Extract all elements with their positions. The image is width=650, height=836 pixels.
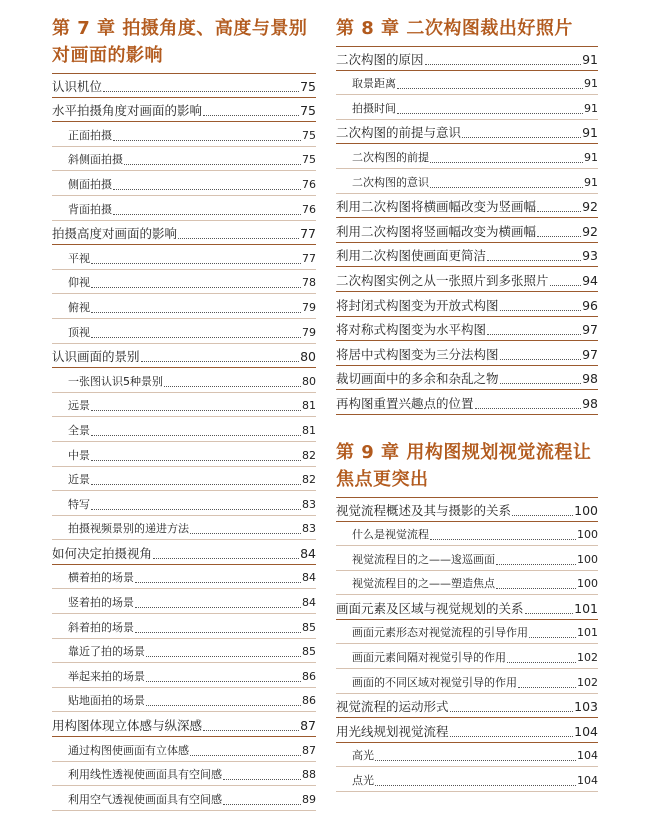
toc-entry-page: 79 xyxy=(302,300,316,314)
toc-section-entry[interactable] xyxy=(336,390,598,415)
toc-leader-dots xyxy=(91,263,301,264)
toc-entry-label: 视觉流程目的之——逡巡画面 xyxy=(352,552,495,566)
toc-entry-label: 什么是视觉流程 xyxy=(352,528,429,542)
toc-subsection-entry[interactable] xyxy=(52,368,316,393)
toc-entry-label: 近景 xyxy=(68,473,90,487)
toc-entry-label: 一张图认识5种景别 xyxy=(68,374,163,388)
toc-entry-page: 80 xyxy=(300,349,316,365)
toc-section-entry[interactable] xyxy=(336,317,598,342)
toc-leader-dots xyxy=(91,287,301,288)
toc-entry-label: 通过构图使画面有立体感 xyxy=(68,743,189,757)
toc-leader-dots xyxy=(525,613,574,614)
chapter-8-title-line1: 第 8 章 二次构图裁出好照片 xyxy=(336,18,573,39)
toc-subsection-entry[interactable] xyxy=(336,571,598,596)
toc-subsection-entry[interactable] xyxy=(52,245,316,270)
toc-entry-page: 92 xyxy=(582,199,598,215)
toc-leader-dots xyxy=(425,64,582,65)
toc-entry-page: 97 xyxy=(582,322,598,338)
toc-entry-page: 76 xyxy=(302,177,316,191)
toc-entry-page: 100 xyxy=(577,528,598,542)
toc-entry-page: 91 xyxy=(584,150,598,164)
toc-entry-label: 中景 xyxy=(68,448,90,462)
toc-leader-dots xyxy=(190,533,301,534)
toc-entry-label: 取景距离 xyxy=(352,77,396,91)
toc-entry-page: 81 xyxy=(302,423,316,437)
toc-leader-dots xyxy=(135,632,301,633)
toc-section-entry[interactable] xyxy=(52,344,316,369)
toc-entry-page: 102 xyxy=(577,651,598,665)
toc-entry-label: 利用线性透视使画面具有空间感 xyxy=(68,768,222,782)
toc-entry-page: 85 xyxy=(302,645,316,659)
toc-entry-label: 画面的不同区域对视觉引导的作用 xyxy=(352,675,517,689)
toc-section-entry[interactable] xyxy=(52,221,316,246)
toc-leader-dots xyxy=(375,785,576,786)
toc-entry-page: 91 xyxy=(582,125,598,141)
left-column xyxy=(52,0,316,811)
toc-entry-page: 87 xyxy=(302,743,316,757)
toc-leader-dots xyxy=(164,386,301,387)
toc-entry-page: 84 xyxy=(302,596,316,610)
toc-section-entry[interactable] xyxy=(336,292,598,317)
toc-entry-label: 高光 xyxy=(352,749,374,763)
toc-entry-page: 91 xyxy=(582,51,598,67)
toc-entry-label: 二次构图的意识 xyxy=(352,175,429,189)
toc-subsection-entry[interactable] xyxy=(52,663,316,688)
toc-leader-dots xyxy=(146,705,301,706)
toc-entry-page: 83 xyxy=(302,497,316,511)
toc-entry-page: 104 xyxy=(574,723,598,739)
toc-entry-page: 92 xyxy=(582,223,598,239)
toc-leader-dots xyxy=(450,711,574,712)
toc-leader-dots xyxy=(223,804,301,805)
toc-subsection-entry[interactable] xyxy=(336,644,598,669)
chapter-8-title xyxy=(336,15,598,46)
toc-subsection-entry[interactable] xyxy=(52,786,316,811)
toc-leader-dots xyxy=(375,760,576,761)
toc-section-entry[interactable] xyxy=(52,540,316,565)
toc-subsection-entry[interactable] xyxy=(52,639,316,664)
toc-section-entry[interactable] xyxy=(52,98,316,123)
toc-section-entry[interactable] xyxy=(336,120,598,145)
toc-section-entry[interactable] xyxy=(336,366,598,391)
toc-subsection-entry[interactable] xyxy=(52,467,316,492)
toc-section-entry[interactable] xyxy=(336,341,598,366)
toc-subsection-entry[interactable] xyxy=(52,147,316,172)
toc-entry-page: 87 xyxy=(300,718,316,734)
toc-entry-label: 拍摄高度对画面的影响 xyxy=(52,226,178,242)
toc-leader-dots xyxy=(537,211,581,212)
toc-leader-dots xyxy=(91,337,301,338)
toc-section-entry[interactable] xyxy=(336,595,598,620)
toc-subsection-entry[interactable] xyxy=(336,669,598,694)
toc-entry-label: 认识机位 xyxy=(52,78,103,94)
toc-leader-dots xyxy=(512,515,573,516)
toc-entry-label: 裁切画面中的多余和杂乱之物 xyxy=(336,371,499,387)
toc-entry-label: 视觉流程概述及其与摄影的关系 xyxy=(336,502,512,518)
toc-entry-page: 79 xyxy=(302,325,316,339)
toc-entry-label: 视觉流程的运动形式 xyxy=(336,699,449,715)
chapter-7-toc xyxy=(52,73,316,811)
toc-entry-page: 98 xyxy=(582,395,598,411)
toc-leader-dots xyxy=(529,637,576,638)
toc-entry-page: 75 xyxy=(302,153,316,167)
toc-entry-label: 画面元素形态对视觉流程的引导作用 xyxy=(352,626,528,640)
toc-entry-page: 102 xyxy=(577,675,598,689)
toc-entry-label: 平视 xyxy=(68,251,90,265)
toc-subsection-entry[interactable] xyxy=(52,319,316,344)
toc-entry-label: 横着拍的场景 xyxy=(68,571,134,585)
toc-entry-label: 斜着拍的场景 xyxy=(68,620,134,634)
toc-entry-page: 77 xyxy=(300,226,316,242)
toc-section-entry[interactable] xyxy=(336,497,598,522)
toc-entry-page: 86 xyxy=(302,694,316,708)
toc-entry-page: 85 xyxy=(302,620,316,634)
toc-leader-dots xyxy=(113,140,301,141)
toc-leader-dots xyxy=(141,361,300,362)
toc-leader-dots xyxy=(537,236,581,237)
toc-subsection-entry[interactable] xyxy=(52,122,316,147)
chapter-9-title-line1: 第 9 章 用构图规划视觉流程让 xyxy=(336,441,592,463)
toc-leader-dots xyxy=(91,435,301,436)
toc-entry-page: 80 xyxy=(302,374,316,388)
toc-entry-page: 86 xyxy=(302,669,316,683)
toc-leader-dots xyxy=(178,238,299,239)
toc-leader-dots xyxy=(430,539,576,540)
toc-leader-dots xyxy=(91,460,301,461)
toc-entry-page: 89 xyxy=(302,792,316,806)
toc-subsection-entry[interactable] xyxy=(336,169,598,194)
toc-leader-dots xyxy=(500,310,582,311)
chapter-8-toc xyxy=(336,46,598,415)
toc-entry-label: 斜侧面拍摄 xyxy=(68,153,123,167)
toc-section-entry[interactable] xyxy=(336,694,598,719)
toc-entry-label: 认识画面的景别 xyxy=(52,349,140,365)
toc-entry-label: 特写 xyxy=(68,497,90,511)
toc-subsection-entry[interactable] xyxy=(52,294,316,319)
toc-entry-page: 100 xyxy=(577,552,598,566)
toc-entry-label: 背面拍摄 xyxy=(68,202,112,216)
toc-leader-dots xyxy=(203,730,299,731)
toc-entry-label: 侧面拍摄 xyxy=(68,177,112,191)
toc-leader-dots xyxy=(91,509,301,510)
toc-subsection-entry[interactable] xyxy=(336,71,598,96)
toc-section-entry[interactable] xyxy=(336,194,598,219)
toc-leader-dots xyxy=(550,285,582,286)
toc-entry-label: 画面元素间隔对视觉引导的作用 xyxy=(352,651,506,665)
toc-leader-dots xyxy=(500,383,582,384)
toc-leader-dots xyxy=(397,88,583,89)
toc-leader-dots xyxy=(135,582,301,583)
toc-subsection-entry[interactable] xyxy=(336,522,598,547)
chapter-7-title-line1: 第 7 章 拍摄角度、高度与景别 xyxy=(52,18,308,39)
toc-leader-dots xyxy=(135,607,301,608)
toc-entry-label: 全景 xyxy=(68,423,90,437)
toc-entry-label: 靠近了拍的场景 xyxy=(68,645,145,659)
chapter-7-title xyxy=(52,15,316,73)
toc-entry-page: 83 xyxy=(302,522,316,536)
toc-entry-page: 101 xyxy=(574,600,598,616)
toc-entry-page: 84 xyxy=(302,571,316,585)
toc-subsection-entry[interactable] xyxy=(52,417,316,442)
toc-entry-page: 88 xyxy=(302,768,316,782)
toc-section-entry[interactable] xyxy=(52,712,316,737)
toc-entry-page: 82 xyxy=(302,448,316,462)
toc-entry-page: 91 xyxy=(584,175,598,189)
toc-leader-dots xyxy=(430,187,583,188)
toc-entry-page: 103 xyxy=(574,699,598,715)
toc-leader-dots xyxy=(223,779,301,780)
toc-entry-page: 97 xyxy=(582,346,598,362)
toc-entry-page: 78 xyxy=(302,276,316,290)
toc-entry-page: 101 xyxy=(577,626,598,640)
toc-subsection-entry[interactable] xyxy=(52,762,316,787)
toc-entry-label: 二次构图的前提与意识 xyxy=(336,125,462,141)
toc-leader-dots xyxy=(91,410,301,411)
toc-entry-label: 举起来拍的场景 xyxy=(68,669,145,683)
toc-leader-dots xyxy=(450,736,574,737)
toc-entry-label: 将封闭式构图变为开放式构图 xyxy=(336,297,499,313)
toc-entry-label: 贴地面拍的场景 xyxy=(68,694,145,708)
toc-subsection-entry[interactable] xyxy=(52,491,316,516)
toc-entry-label: 再构图重置兴趣点的位置 xyxy=(336,395,474,411)
toc-entry-label: 画面元素及区域与视觉规划的关系 xyxy=(336,600,524,616)
toc-leader-dots xyxy=(113,214,301,215)
toc-leader-dots xyxy=(113,189,301,190)
toc-subsection-entry[interactable] xyxy=(336,95,598,120)
toc-subsection-entry[interactable] xyxy=(52,688,316,713)
toc-entry-label: 将居中式构图变为三分法构图 xyxy=(336,346,499,362)
toc-entry-page: 81 xyxy=(302,399,316,413)
toc-entry-label: 拍摄视频景别的递进方法 xyxy=(68,522,189,536)
toc-leader-dots xyxy=(475,408,582,409)
toc-entry-page: 100 xyxy=(574,502,598,518)
toc-entry-label: 将对称式构图变为水平构图 xyxy=(336,322,487,338)
toc-entry-page: 100 xyxy=(577,577,598,591)
toc-entry-label: 二次构图实例之从一张照片到多张照片 xyxy=(336,272,549,288)
toc-subsection-entry[interactable] xyxy=(52,516,316,541)
toc-entry-label: 拍摄时间 xyxy=(352,101,396,115)
toc-subsection-entry[interactable] xyxy=(52,171,316,196)
toc-entry-label: 竖着拍的场景 xyxy=(68,596,134,610)
chapter-9-title xyxy=(336,439,598,497)
toc-entry-label: 利用二次构图将竖画幅改变为横画幅 xyxy=(336,223,537,239)
toc-subsection-entry[interactable] xyxy=(52,737,316,762)
toc-entry-page: 91 xyxy=(584,101,598,115)
toc-leader-dots xyxy=(500,359,582,360)
toc-section-entry[interactable] xyxy=(336,243,598,268)
toc-leader-dots xyxy=(203,115,299,116)
toc-leader-dots xyxy=(397,113,583,114)
toc-leader-dots xyxy=(462,137,581,138)
toc-leader-dots xyxy=(91,312,301,313)
toc-entry-label: 俯视 xyxy=(68,300,90,314)
toc-entry-label: 利用二次构图将横画幅改变为竖画幅 xyxy=(336,199,537,215)
toc-entry-page: 75 xyxy=(300,103,316,119)
toc-entry-page: 104 xyxy=(577,749,598,763)
toc-entry-page: 91 xyxy=(584,77,598,91)
toc-subsection-entry[interactable] xyxy=(52,270,316,295)
toc-entry-page: 76 xyxy=(302,202,316,216)
toc-entry-label: 利用空气透视使画面具有空间感 xyxy=(68,792,222,806)
chapter-9-title-line2: 焦点更突出 xyxy=(336,468,429,490)
toc-entry-page: 75 xyxy=(302,128,316,142)
toc-entry-label: 正面拍摄 xyxy=(68,128,112,142)
toc-entry-page: 77 xyxy=(302,251,316,265)
toc-leader-dots xyxy=(190,755,301,756)
toc-leader-dots xyxy=(103,91,299,92)
toc-entry-page: 104 xyxy=(577,774,598,788)
toc-leader-dots xyxy=(153,558,299,559)
toc-subsection-entry[interactable] xyxy=(336,767,598,792)
toc-entry-label: 仰视 xyxy=(68,276,90,290)
toc-leader-dots xyxy=(430,162,583,163)
toc-leader-dots xyxy=(146,681,301,682)
toc-subsection-entry[interactable] xyxy=(336,144,598,169)
toc-subsection-entry[interactable] xyxy=(52,614,316,639)
toc-section-entry[interactable] xyxy=(336,718,598,743)
chapter-9-toc xyxy=(336,497,598,792)
toc-entry-page: 94 xyxy=(582,272,598,288)
toc-entry-page: 93 xyxy=(582,248,598,264)
toc-leader-dots xyxy=(487,334,581,335)
toc-subsection-entry[interactable] xyxy=(52,565,316,590)
toc-entry-label: 利用二次构图使画面更简洁 xyxy=(336,248,487,264)
toc-subsection-entry[interactable] xyxy=(52,442,316,467)
toc-entry-label: 点光 xyxy=(352,774,374,788)
toc-leader-dots xyxy=(518,687,576,688)
toc-subsection-entry[interactable] xyxy=(336,743,598,768)
toc-leader-dots xyxy=(496,564,576,565)
toc-section-entry[interactable] xyxy=(336,46,598,71)
toc-leader-dots xyxy=(507,662,576,663)
toc-entry-page: 75 xyxy=(300,78,316,94)
toc-entry-label: 二次构图的前提 xyxy=(352,150,429,164)
toc-subsection-entry[interactable] xyxy=(52,196,316,221)
toc-entry-label: 用光线规划视觉流程 xyxy=(336,723,449,739)
toc-entry-label: 水平拍摄角度对画面的影响 xyxy=(52,103,203,119)
toc-entry-page: 96 xyxy=(582,297,598,313)
toc-leader-dots xyxy=(146,656,301,657)
chapter-7-title-line2: 对画面的影响 xyxy=(52,45,163,66)
toc-entry-label: 顶视 xyxy=(68,325,90,339)
toc-leader-dots xyxy=(91,484,301,485)
toc-entry-label: 视觉流程目的之——塑造焦点 xyxy=(352,577,495,591)
toc-section-entry[interactable] xyxy=(336,267,598,292)
toc-subsection-entry[interactable] xyxy=(52,589,316,614)
toc-entry-label: 用构图体现立体感与纵深感 xyxy=(52,718,203,734)
toc-subsection-entry[interactable] xyxy=(336,620,598,645)
toc-section-entry[interactable] xyxy=(336,218,598,243)
toc-entry-label: 如何决定拍摄视角 xyxy=(52,545,153,561)
toc-subsection-entry[interactable] xyxy=(52,393,316,418)
toc-entry-label: 远景 xyxy=(68,399,90,413)
right-column xyxy=(336,0,598,792)
toc-entry-label: 二次构图的原因 xyxy=(336,51,424,67)
toc-leader-dots xyxy=(496,588,576,589)
toc-leader-dots xyxy=(124,164,301,165)
toc-entry-page: 84 xyxy=(300,545,316,561)
toc-section-entry[interactable] xyxy=(52,73,316,98)
toc-subsection-entry[interactable] xyxy=(336,546,598,571)
toc-entry-page: 82 xyxy=(302,473,316,487)
toc-leader-dots xyxy=(487,260,581,261)
toc-entry-page: 98 xyxy=(582,371,598,387)
